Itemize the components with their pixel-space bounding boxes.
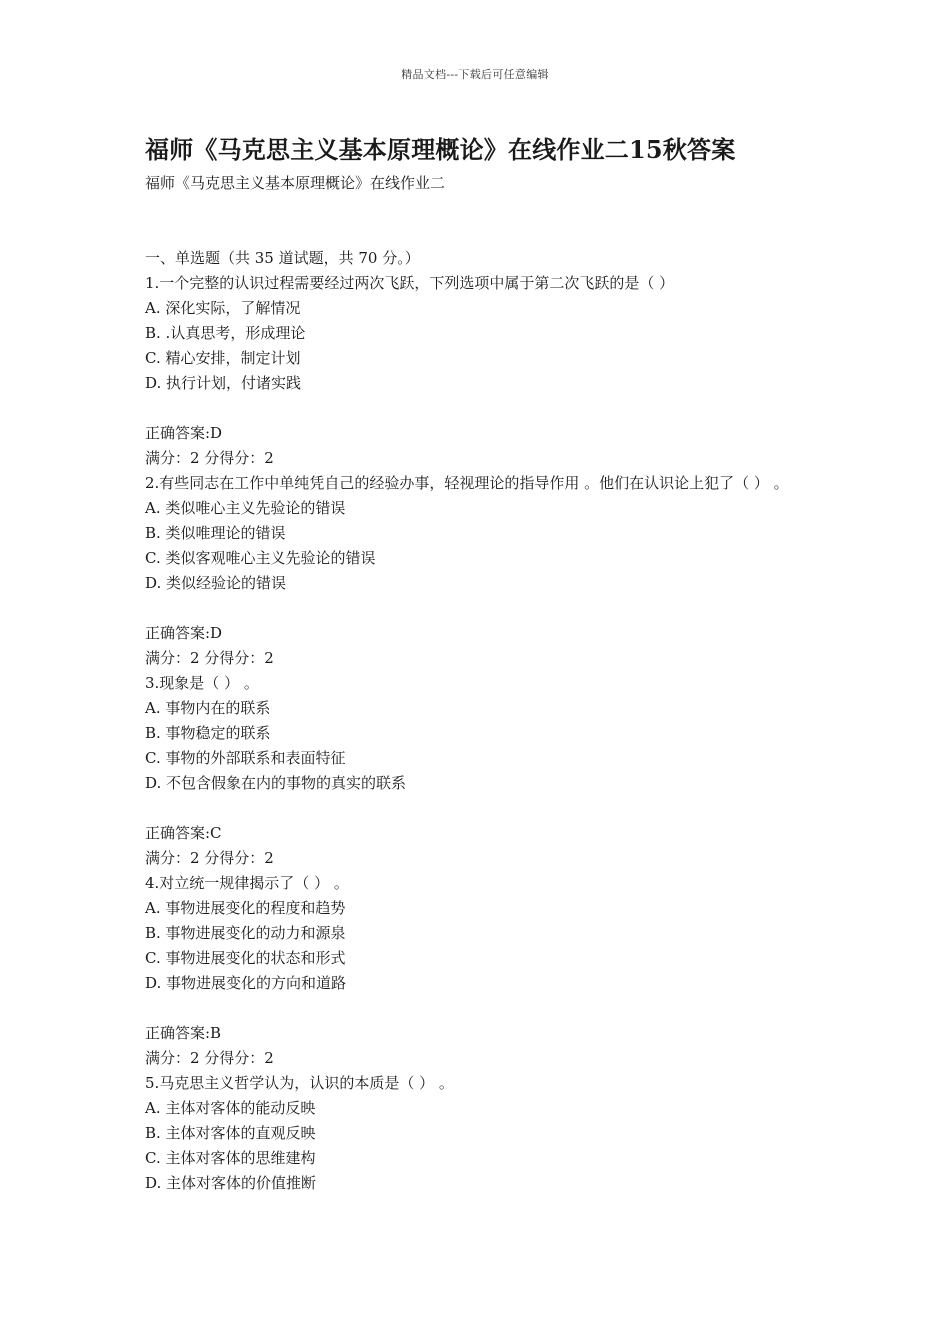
option-b: B. 事物进展变化的动力和源泉 <box>145 924 346 942</box>
correct-answer: 正确答案:D <box>145 424 223 442</box>
option-a: A. 事物内在的联系 <box>145 699 271 717</box>
question-block <box>145 671 815 871</box>
question-block <box>145 871 815 1071</box>
correct-answer: 正确答案:D <box>145 624 223 642</box>
option-b: B. .认真思考，形成理论 <box>145 324 306 342</box>
score-line: 满分：2 分得分：2 <box>145 1049 274 1067</box>
option-c: C. 事物进展变化的状态和形式 <box>145 949 346 967</box>
document-title: 福师《马克思主义基本原理概论》在线作业二15秋答案 <box>145 135 736 164</box>
option-b: B. 类似唯理论的错误 <box>145 524 286 542</box>
option-a: A. 事物进展变化的程度和趋势 <box>145 899 346 917</box>
question-text: 2.有些同志在工作中单纯凭自己的经验办事，轻视理论的指导作用 。他们在认识论上犯了（ ） 。 <box>145 474 789 492</box>
score-line: 满分：2 分得分：2 <box>145 649 274 667</box>
option-a: A. 主体对客体的能动反映 <box>145 1099 316 1117</box>
option-d: D. 事物进展变化的方向和道路 <box>145 974 347 992</box>
option-a: A. 深化实际，了解情况 <box>145 299 301 317</box>
question-text: 3.现象是（ ） 。 <box>145 674 259 692</box>
option-d: D. 类似经验论的错误 <box>145 574 287 592</box>
option-d: D. 执行计划，付诸实践 <box>145 374 302 392</box>
question-block <box>145 1071 815 1196</box>
correct-answer: 正确答案:C <box>145 824 222 842</box>
document-subtitle: 福师《马克思主义基本原理概论》在线作业二 <box>145 174 446 192</box>
correct-answer: 正确答案:B <box>145 1024 222 1042</box>
option-b: B. 事物稳定的联系 <box>145 724 271 742</box>
option-a: A. 类似唯心主义先验论的错误 <box>145 499 346 517</box>
question-text: 1.一个完整的认识过程需要经过两次飞跃，下列选项中属于第二次飞跃的是（ ） <box>145 274 675 292</box>
document-body <box>145 132 815 1196</box>
option-c: C. 主体对客体的思维建构 <box>145 1149 316 1167</box>
score-line: 满分：2 分得分：2 <box>145 849 274 867</box>
option-b: B. 主体对客体的直观反映 <box>145 1124 316 1142</box>
question-text: 4.对立统一规律揭示了（ ） 。 <box>145 874 349 892</box>
option-d: D. 不包含假象在内的事物的真实的联系 <box>145 774 407 792</box>
option-d: D. 主体对客体的价值推断 <box>145 1174 317 1192</box>
score-line: 满分：2 分得分：2 <box>145 449 274 467</box>
question-block <box>145 271 815 471</box>
question-text: 5.马克思主义哲学认为，认识的本质是（ ） 。 <box>145 1074 454 1092</box>
option-c: C. 事物的外部联系和表面特征 <box>145 749 346 767</box>
section-heading: 一、单选题（共 35 道试题，共 70 分。） <box>145 249 420 267</box>
page-header: 精品文档---下载后可任意编辑 <box>401 68 549 81</box>
option-c: C. 精心安排，制定计划 <box>145 349 301 367</box>
question-block <box>145 471 815 671</box>
option-c: C. 类似客观唯心主义先验论的错误 <box>145 549 376 567</box>
